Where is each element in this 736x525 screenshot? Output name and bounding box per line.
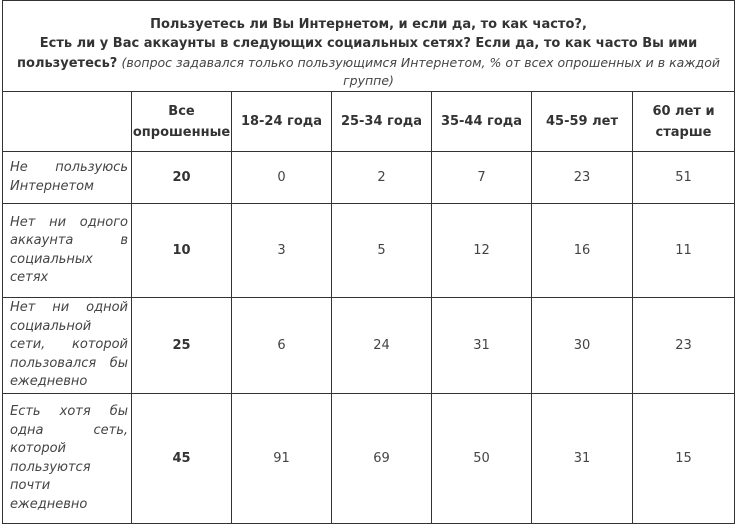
cell-value: 31 — [532, 394, 633, 524]
cell-value: 12 — [432, 204, 532, 298]
table-row — [3, 152, 735, 204]
title-line-1: Пользуетесь ли Вы Интернетом, и если да, то как часто?, — [150, 17, 587, 32]
title-line-2: Есть ли у Вас аккаунты в следующих социальных сетях? Если да, то как часто Вы ими — [39, 36, 698, 51]
header-cell-60-plus: 60 лет и старше — [633, 92, 735, 152]
cell-total: 25 — [132, 298, 232, 394]
table-row — [3, 394, 735, 524]
cell-value: 30 — [532, 298, 633, 394]
table-row — [3, 204, 735, 298]
cell-value: 69 — [332, 394, 432, 524]
survey-table — [2, 0, 735, 524]
title-line-3: пользуетесь? — [17, 56, 118, 71]
cell-value: 16 — [532, 204, 633, 298]
row-label: Есть хотя бы одна сеть, которой пользуются почти ежедневно — [3, 394, 132, 524]
cell-value: 0 — [232, 152, 332, 204]
cell-value: 91 — [232, 394, 332, 524]
cell-total: 10 — [132, 204, 232, 298]
cell-value: 24 — [332, 298, 432, 394]
row-label: Нет ни одной социальной сети, которой пользовался бы ежедневно — [3, 298, 132, 394]
cell-value: 7 — [432, 152, 532, 204]
cell-value: 2 — [332, 152, 432, 204]
header-cell-35-44: 35-44 года — [432, 92, 532, 152]
cell-value: 15 — [633, 394, 735, 524]
cell-value: 6 — [232, 298, 332, 394]
cell-total: 20 — [132, 152, 232, 204]
header-row — [3, 92, 735, 152]
cell-total: 45 — [132, 394, 232, 524]
table-title — [3, 1, 735, 92]
row-label: Не пользуюсь Интернетом — [3, 152, 132, 204]
title-note-part-2: группе) — [343, 73, 394, 88]
cell-value: 50 — [432, 394, 532, 524]
header-cell-18-24: 18-24 года — [232, 92, 332, 152]
cell-value: 3 — [232, 204, 332, 298]
row-label: Нет ни одного аккаунта в социальных сетях — [3, 204, 132, 298]
header-cell-all: Все опрошенные — [132, 92, 232, 152]
cell-value: 5 — [332, 204, 432, 298]
header-cell-45-59: 45-59 лет — [532, 92, 633, 152]
table-row — [3, 298, 735, 394]
title-note-part-1: (вопрос задавался только пользующимся Интернетом, % от всех опрошенных и в каждой — [121, 55, 720, 70]
header-cell-empty — [3, 92, 132, 152]
cell-value: 23 — [532, 152, 633, 204]
header-cell-25-34: 25-34 года — [332, 92, 432, 152]
cell-value: 11 — [633, 204, 735, 298]
cell-value: 31 — [432, 298, 532, 394]
cell-value: 23 — [633, 298, 735, 394]
cell-value: 51 — [633, 152, 735, 204]
